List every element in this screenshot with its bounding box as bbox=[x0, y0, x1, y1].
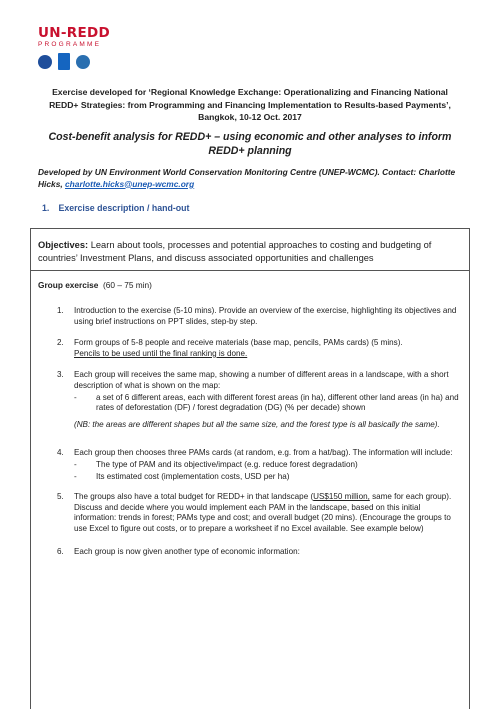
partner-logos bbox=[38, 53, 158, 70]
step-number: 2. bbox=[57, 338, 64, 348]
section-number: 1. bbox=[42, 203, 50, 213]
document-subtitle: Cost-benefit analysis for REDD+ – using economic and other analyses to inform REDD+ planning bbox=[48, 131, 452, 157]
step-number: 3. bbox=[57, 370, 64, 380]
step-bullet: - The type of PAM and its objective/impact (e.g. reduce forest degradation) bbox=[74, 459, 358, 469]
step-text: The groups also have a total budget for REDD+ in that landscape ( bbox=[74, 492, 314, 502]
group-exercise-duration: (60 – 75 min) bbox=[103, 280, 152, 290]
budget-amount: US$150 million, bbox=[313, 492, 370, 502]
step-bullet: - Its estimated cost (implementation costs, USD per ha) bbox=[74, 471, 290, 481]
list-item bbox=[57, 448, 459, 482]
bullet-text: The type of PAM and its objective/impact (e.g. reduce forest degradation) bbox=[96, 459, 358, 469]
logo-subtitle: PROGRAMME bbox=[38, 41, 102, 48]
list-item bbox=[57, 547, 459, 558]
objectives-text bbox=[38, 239, 462, 265]
step-text-continued: same for each group). Discuss and decide where you would implement each PAM in the landscape, based on this initial information: trends in forest; PAMs type and cost; and overall budget (20 mins). (Encourage the groups to use Excel to figure out costs, or to prepare a worksheet if no Excel available. See example below) bbox=[74, 492, 452, 533]
step-text: Each group then chooses three PAMs cards (at random, e.g. from a hat/bag). The information will include: bbox=[74, 448, 453, 458]
section-heading bbox=[42, 203, 189, 213]
list-item bbox=[57, 370, 459, 430]
step-number: 5. bbox=[57, 492, 64, 502]
list-item bbox=[57, 492, 459, 534]
objectives-box bbox=[30, 228, 470, 271]
step-number: 4. bbox=[57, 448, 64, 458]
step-text: Each group will receives the same map, showing a number of different areas in a landscape, with a short description of what is shown on the map: bbox=[74, 370, 449, 390]
step-note: (NB: the areas are different shapes but all the same size, and the forest type is all basically the same). bbox=[74, 419, 440, 429]
logo-title: UN-REDD bbox=[38, 25, 110, 41]
bullet-text: a set of 6 different areas, each with different forest areas (in ha), different other land areas (in ha) and rates of deforestation (DF) / forest degradation (DG) (% per decade) shown bbox=[96, 392, 459, 413]
developed-by-text: Developed by UN Environment World Conservation Monitoring Centre (UNEP-WCMC). Contact: Charlotte Hicks, bbox=[38, 167, 456, 189]
unep-emblem-icon bbox=[76, 55, 90, 69]
bullet-text: Its estimated cost (implementation costs, USD per ha) bbox=[96, 471, 290, 481]
group-exercise-label: Group exercise bbox=[38, 280, 99, 290]
step-underlined-note: Pencils to be used until the final ranking is done. bbox=[74, 348, 248, 358]
step-bullet: - a set of 6 different areas, each with different forest areas (in ha), different other land areas (in ha) and rates of deforestation (DF) / forest degradation (DG) (% per decade) shown bbox=[74, 392, 459, 413]
section-title: Exercise description / hand-out bbox=[58, 203, 190, 213]
exercise-title: Exercise developed for ‘Regional Knowledge Exchange: Operationalizing and Financing National REDD+ Strategies: from Programming and Financing Implementation to Results-based Payments’, Bangkok, 10-12 Oct. 2017 bbox=[49, 87, 451, 122]
objectives-body: Learn about tools, processes and potential approaches to costing and budgeting of countries’ Investment Plans, and discuss associated opportunities and challenges bbox=[38, 240, 432, 263]
step-text: Introduction to the exercise (5-10 mins). Provide an overview of the exercise, highlighting its objectives and using brief instructions on PPT slides, step-by step. bbox=[74, 306, 457, 326]
objectives-label: Objectives: bbox=[38, 240, 89, 250]
step-text: Each group is now given another type of economic information: bbox=[74, 546, 300, 556]
list-item bbox=[57, 338, 459, 359]
group-exercise-heading bbox=[38, 280, 152, 290]
undp-emblem-icon bbox=[58, 53, 70, 70]
developed-by bbox=[38, 167, 462, 190]
step-number: 6. bbox=[57, 546, 64, 556]
step-text: Form groups of 5-8 people and receive materials (base map, pencils, PAMs cards) (5 mins). bbox=[74, 338, 403, 348]
un-redd-logo bbox=[38, 26, 158, 74]
fao-emblem-icon bbox=[38, 55, 52, 69]
group-exercise-box bbox=[30, 270, 470, 709]
list-item bbox=[57, 306, 459, 327]
contact-email-link[interactable]: charlotte.hicks@unep-wcmc.org bbox=[65, 178, 195, 189]
step-number: 1. bbox=[57, 306, 64, 315]
steps-list bbox=[57, 306, 459, 557]
